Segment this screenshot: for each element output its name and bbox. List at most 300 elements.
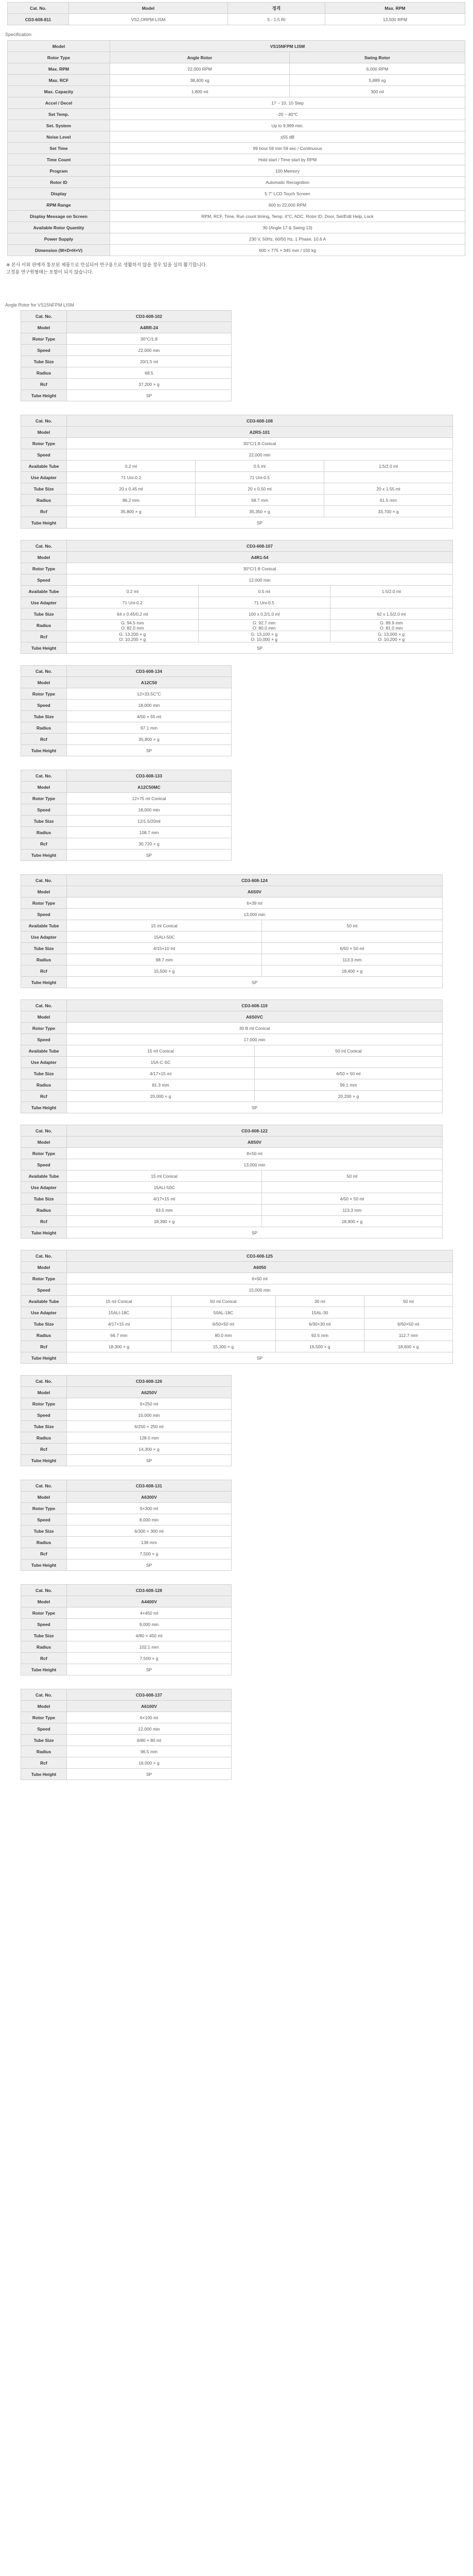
spec-row-label: Program — [8, 165, 110, 177]
rotor-row-label: Rotor Type — [21, 333, 67, 345]
rotor-row-label: Rcf — [21, 965, 67, 977]
rotor-radius: 113.3 mm — [262, 1205, 443, 1216]
rotor-tube-size: 6/250 × 250 ml — [67, 1421, 232, 1432]
rotor-row-label: Rcf — [21, 1548, 67, 1560]
rotor-row — [21, 1689, 232, 1701]
rotor-row-label: Rotor Type — [21, 1503, 67, 1514]
rotor-row — [21, 1125, 443, 1137]
rotor-rcf: 35,350 × g — [196, 506, 324, 517]
spec-row — [8, 245, 465, 256]
rotor-row-label: Radius — [21, 1746, 67, 1757]
spec-note: 고정용 연구원형태는 포함이 되지 않습니다. — [6, 269, 93, 275]
rotor-type: 6×39 ml — [67, 897, 443, 909]
spec-section-title: Specification — [5, 32, 32, 37]
spec-row-value: 99 hour 59 min 59 sec / Continuous — [110, 143, 465, 154]
rotor-row — [21, 700, 232, 711]
rotor-row-label: Model — [21, 1011, 67, 1023]
rotor-row — [21, 1630, 232, 1641]
rotor-row-label: Tube Height — [21, 1102, 67, 1113]
rotor-rcf: 18,600 × g — [364, 1341, 452, 1352]
rotor-row-label: Model — [21, 1262, 67, 1273]
rotor-radius: 92.5 mm — [275, 1330, 364, 1341]
rotor-row — [21, 1712, 232, 1723]
rotor-tube-size: 6/50 × 50 ml — [262, 943, 443, 954]
rotor-rcf: 30,720 × g — [67, 838, 232, 850]
rotor-row — [21, 415, 453, 427]
rotor-rcf: 7,500 × g — [67, 1653, 232, 1664]
rotor-model: A4400V — [67, 1596, 232, 1607]
rotor-row — [21, 1548, 232, 1560]
rotor-table — [21, 874, 443, 988]
rotor-row — [21, 1537, 232, 1548]
spec-row-label: Available Rotor Quantity — [8, 222, 110, 233]
top-cell-model: VS2,ORPM-LISM — [69, 14, 228, 25]
rotor-block — [21, 1584, 473, 1675]
rotor-row-label: Radius — [21, 1330, 67, 1341]
rotor-row — [21, 1193, 443, 1205]
rotor-row-label: Speed — [21, 1514, 67, 1526]
rotor-row-label: Tube Height — [21, 517, 67, 529]
rotor-row — [21, 642, 453, 654]
spec-row — [8, 188, 465, 199]
spec-row — [8, 131, 465, 143]
rotor-type: 30°C/1:8 Conical — [67, 563, 453, 574]
rotor-speed: 17,000 min — [67, 1034, 443, 1045]
rotor-row — [21, 1455, 232, 1466]
rotor-row-label: Rotor Type — [21, 1607, 67, 1619]
spec-row-label: RPM Range — [8, 199, 110, 211]
rotor-row — [21, 1205, 443, 1216]
rotor-radius: 98.7 mm — [67, 954, 262, 965]
rotor-row — [21, 427, 453, 438]
rotor-model: A4RR-24 — [67, 322, 232, 333]
rotor-speed: 12,000 min — [67, 574, 453, 586]
rotor-row — [21, 1216, 443, 1227]
rotor-cat-no: CD3-608-107 — [67, 540, 453, 552]
rotor-row — [21, 1757, 232, 1769]
rotor-table — [21, 770, 232, 861]
rotor-row — [21, 1273, 453, 1284]
rotor-block — [21, 1250, 473, 1364]
rotor-row — [21, 804, 232, 816]
spec-row — [8, 199, 465, 211]
rotor-row — [21, 1284, 453, 1296]
spec-row-value: 30 (Angle 17 & Swing 13) — [110, 222, 465, 233]
top-cell-cat: CD3-608-811 — [8, 14, 69, 25]
rotor-row-label: Rcf — [21, 631, 67, 642]
spec-row-value: 17 ~ 10, 10 Step — [110, 97, 465, 109]
rotor-adapter — [262, 1182, 443, 1193]
rotor-radius: G: 89.9 mm O: 81.0 mm — [330, 620, 452, 631]
rotor-tube-size: 6/80 × 80 ml — [67, 1735, 232, 1746]
rotor-tube-height: SP — [67, 1664, 232, 1675]
rotor-row-label: Radius — [21, 495, 67, 506]
rotor-row-label: Rcf — [21, 838, 67, 850]
rotor-row-label: Tube Height — [21, 1227, 67, 1239]
rotor-adapter: 71 Uni-0.2 — [67, 597, 199, 608]
rotor-tube-size: 6/300 × 300 ml — [67, 1526, 232, 1537]
rotor-cat-no: CD3-608-122 — [67, 1125, 443, 1137]
spec-row — [8, 109, 465, 120]
rotor-row-label: Use Adapter — [21, 1057, 67, 1068]
rotor-table — [21, 999, 443, 1113]
rotor-row — [21, 631, 453, 642]
rotor-cat-no: CD3-608-124 — [67, 875, 443, 886]
spec-row-label: Rotor ID — [8, 177, 110, 188]
spec-row-value: Hold start / Time start by RPM — [110, 154, 465, 165]
rotor-type: 30 B ml Conical — [67, 1023, 443, 1034]
rotor-type: 12×75 ml Conical — [67, 793, 232, 804]
rotor-radius: G: 92.7 mm O: 80.0 mm — [198, 620, 330, 631]
rotor-type: 6×250 ml — [67, 1398, 232, 1410]
rotor-adapter: 15AL-30 — [275, 1307, 364, 1318]
rotor-row — [21, 1492, 232, 1503]
spec-row-label: Set Temp. — [8, 109, 110, 120]
rotor-row-label: Tube Height — [21, 1769, 67, 1780]
rotor-row — [21, 943, 443, 954]
rotor-row-label: Radius — [21, 954, 67, 965]
rotor-speed: 13,000 min — [67, 909, 443, 920]
rotor-tube-height: SP — [67, 1769, 232, 1780]
rotor-table — [21, 415, 453, 529]
rotor-radius: 81.3 mm — [67, 1079, 255, 1091]
rotor-tube-height: SP — [67, 1455, 232, 1466]
rotor-radius: 102.1 mm — [67, 1641, 232, 1653]
rotor-cat-no: CD3-608-131 — [67, 1480, 232, 1492]
rotor-tube-size: 20/1.5 ml — [67, 356, 232, 367]
rotor-row-label: Use Adapter — [21, 597, 67, 608]
rotor-row-label: Model — [21, 1387, 67, 1398]
rotor-tube-size: 4/15×10 ml — [67, 943, 262, 954]
rotor-tube-size: 4/17×15 ml — [67, 1318, 171, 1330]
spec-row-label: Set Time — [8, 143, 110, 154]
spec-row-label: Max. RPM — [8, 63, 110, 75]
rotor-radius: 61.5 mm — [324, 495, 453, 506]
rotor-row-label: Speed — [21, 1284, 67, 1296]
rotor-row-label: Tube Height — [21, 642, 67, 654]
rotor-row — [21, 1526, 232, 1537]
spec-row — [8, 97, 465, 109]
rotor-block — [21, 1125, 473, 1239]
rotor-row — [21, 920, 443, 931]
spec-row — [8, 165, 465, 177]
rotor-rcf: 15,300 × g — [171, 1341, 275, 1352]
rotor-row-label: Rcf — [21, 506, 67, 517]
rotor-available-tube: 50 ml — [364, 1296, 452, 1307]
rotor-row — [21, 1653, 232, 1664]
rotor-row-label: Rotor Type — [21, 793, 67, 804]
rotor-row — [21, 1432, 232, 1444]
rotor-block — [21, 1375, 473, 1466]
rotor-row — [21, 1011, 443, 1023]
rotor-rcf: 15,500 × g — [67, 965, 262, 977]
rotor-row — [21, 620, 453, 631]
rotor-row — [21, 1182, 443, 1193]
spec-row-value: 5.7" LCD Touch Screen — [110, 188, 465, 199]
rotor-cat-no: CD3-608-134 — [67, 666, 232, 677]
rotor-adapter: 71 Uni-0.5 — [196, 472, 324, 483]
spec-row — [8, 63, 465, 75]
rotor-row-label: Model — [21, 886, 67, 897]
rotor-row — [21, 875, 443, 886]
rotor-row-label: Cat. No. — [21, 1689, 67, 1701]
rotor-block — [21, 770, 473, 861]
rotor-row — [21, 850, 232, 861]
rotor-row-label: Speed — [21, 1159, 67, 1171]
spec-row-angle: 38,400 xg — [110, 75, 290, 86]
rotor-table — [21, 1480, 232, 1571]
rotor-row-label: Radius — [21, 1079, 67, 1091]
spec-row-label: Time Count — [8, 154, 110, 165]
spec-row-label: Display Message on Screen — [8, 211, 110, 222]
rotor-speed: 18,000 min — [67, 804, 232, 816]
rotor-row — [21, 1068, 443, 1079]
rotor-row-label: Speed — [21, 345, 67, 356]
rotor-row-label: Tube Height — [21, 745, 67, 756]
rotor-rcf: 16,500 × g — [275, 1341, 364, 1352]
rotor-adapter: 50AL-18C — [171, 1307, 275, 1318]
rotor-row — [21, 1641, 232, 1653]
rotor-row-label: Model — [21, 427, 67, 438]
rotor-row-label: Cat. No. — [21, 875, 67, 886]
rotor-adapter: 15A-C-SC — [67, 1057, 255, 1068]
rotor-row — [21, 770, 232, 782]
rotor-speed: 10,000 min — [67, 1410, 232, 1421]
rotor-row-label: Tube Size — [21, 1068, 67, 1079]
spec-model-row — [8, 41, 465, 52]
rotor-rcf: 33,700 × g — [324, 506, 453, 517]
rotor-cat-no: CD3-608-108 — [67, 415, 453, 427]
rotor-row — [21, 1619, 232, 1630]
rotor-row-label: Rotor Type — [21, 897, 67, 909]
rotor-row — [21, 1102, 443, 1113]
rotor-rcf: 7,500 × g — [67, 1548, 232, 1560]
spec-row — [8, 177, 465, 188]
rotor-row — [21, 608, 453, 620]
rotor-rcf: 18,400 × g — [262, 965, 443, 977]
rotor-row — [21, 954, 443, 965]
rotor-row-label: Rotor Type — [21, 563, 67, 574]
rotor-radius: 113.3 mm — [262, 954, 443, 965]
rotor-row-label: Radius — [21, 1537, 67, 1548]
rotor-row-label: Rotor Type — [21, 688, 67, 700]
rotor-row-label: Tube Height — [21, 850, 67, 861]
rotor-row — [21, 816, 232, 827]
rotor-adapter — [330, 597, 452, 608]
spec-row-value: Automatic Recognition — [110, 177, 465, 188]
rotor-rcf: 20,200 × g — [255, 1091, 443, 1102]
rotor-tube-size: 4/50 × 55 ml — [67, 711, 232, 722]
rotor-row-label: Tube Height — [21, 1664, 67, 1675]
rotor-row-label: Speed — [21, 804, 67, 816]
spec-row-label: Dimension (W×D×H×V) — [8, 245, 110, 256]
rotor-row — [21, 1352, 453, 1364]
rotor-table — [21, 310, 232, 401]
rotor-tube-height: SP — [67, 517, 453, 529]
rotor-radius: 68.5 — [67, 367, 232, 379]
rotor-row-label: Rcf — [21, 1757, 67, 1769]
rotor-adapter — [364, 1307, 452, 1318]
rotor-row-label: Speed — [21, 909, 67, 920]
rotor-rcf: G: 13,000 × g O: 10,200 × g — [330, 631, 452, 642]
rotor-row-label: Model — [21, 782, 67, 793]
rotor-row-label: Rotor Type — [21, 1023, 67, 1034]
rotor-row-label: Model — [21, 322, 67, 333]
rotor-tube-height: SP — [67, 1560, 232, 1571]
spec-row-value: 230 V, 50Hz, 60/50 Hz, 1 Phase, 10.6 A — [110, 233, 465, 245]
rotor-row-label: Radius — [21, 1432, 67, 1444]
rotor-row-label: Cat. No. — [21, 666, 67, 677]
rotor-row-label: Tube Height — [21, 1560, 67, 1571]
rotor-row-label: Cat. No. — [21, 415, 67, 427]
rotor-adapter — [324, 472, 453, 483]
spec-row-swing: 6,000 RPM — [290, 63, 465, 75]
rotor-available-tube: 30 ml — [275, 1296, 364, 1307]
rotor-row — [21, 483, 453, 495]
rotor-row-label: Tube Height — [21, 977, 67, 988]
top-header-maxrpm: Max. RPM — [325, 3, 465, 14]
spec-section — [0, 31, 465, 276]
rotor-row — [21, 1296, 453, 1307]
rotor-tube-height: SP — [67, 745, 232, 756]
rotor-available-tube: 0.5 ml — [196, 461, 324, 472]
rotor-row — [21, 977, 443, 988]
rotor-row-label: Available Tube — [21, 1171, 67, 1182]
rotor-tube-height: SP — [67, 977, 443, 988]
spec-row-label: Accel / Decel — [8, 97, 110, 109]
rotor-row-label: Rcf — [21, 1091, 67, 1102]
rotor-row-label: Rotor Type — [21, 1398, 67, 1410]
rotor-row — [21, 1398, 232, 1410]
rotor-block — [21, 999, 473, 1113]
rotor-row — [21, 1664, 232, 1675]
rotor-tube-height: SP — [67, 1227, 443, 1239]
rotor-block — [21, 540, 473, 654]
rotor-row — [21, 1607, 232, 1619]
top-header-rating: 정격 — [228, 3, 325, 14]
spec-table — [7, 40, 465, 256]
rotor-tube-height: SP — [67, 390, 232, 401]
rotor-rcf: 16,000 × g — [67, 1757, 232, 1769]
rotor-tube-height: SP — [67, 642, 453, 654]
rotor-radius: 93.5 mm — [67, 1205, 262, 1216]
rotor-radius: 66.7 mm — [67, 1330, 171, 1341]
rotor-model: A6250V — [67, 1387, 232, 1398]
rotor-row-label: Tube Size — [21, 816, 67, 827]
rotor-radius: 97.1 mm — [67, 722, 232, 734]
rotor-adapter — [262, 931, 443, 943]
spec-rotor-swing: Swing Rotor — [290, 52, 465, 63]
rotor-tube-height: SP — [67, 850, 232, 861]
rotor-row-label: Tube Size — [21, 1421, 67, 1432]
rotor-tube-size: 6/50×50 ml — [171, 1318, 275, 1330]
rotor-tube-size: 20 x 0.45 ml — [67, 483, 196, 495]
rotor-rcf: 18,300 × g — [67, 1341, 171, 1352]
rotor-row — [21, 574, 453, 586]
rotor-speed: 13,000 min — [67, 1159, 443, 1171]
rotor-type: 12×33.5C°C — [67, 688, 232, 700]
spec-row — [8, 233, 465, 245]
rotor-radius: 96.5 mm — [67, 1746, 232, 1757]
rotor-rcf: 18,390 × g — [67, 1216, 262, 1227]
rotor-row-label: Tube Size — [21, 1318, 67, 1330]
rotor-row — [21, 1596, 232, 1607]
rotor-radius: 108.7 mm — [67, 827, 232, 838]
rotor-row — [21, 367, 232, 379]
rotor-type: 6×100 ml — [67, 1712, 232, 1723]
top-cell-maxrpm: 13,500 RPM — [325, 14, 465, 25]
rotor-row — [21, 586, 453, 597]
rotor-row-label: Cat. No. — [21, 1125, 67, 1137]
rotor-row-label: Rcf — [21, 1444, 67, 1455]
rotor-row — [21, 552, 453, 563]
rotor-row — [21, 782, 232, 793]
rotor-row-label: Speed — [21, 1034, 67, 1045]
rotor-adapter: 15ALI-50C — [67, 931, 262, 943]
rotor-row — [21, 1159, 443, 1171]
rotor-tube-size: 100 x 0.2/1.0 ml — [198, 608, 330, 620]
rotor-block — [21, 1689, 473, 1780]
rotor-radius: 112.7 mm — [364, 1330, 452, 1341]
rotor-tube-size: 4/17×15 ml — [67, 1068, 255, 1079]
top-cell-rating: 5 - 1.5 RI — [228, 14, 325, 25]
spec-row-value: ≤55 dB — [110, 131, 465, 143]
rotor-row-label: Speed — [21, 1410, 67, 1421]
rotor-row-label: Speed — [21, 1723, 67, 1735]
rotor-row — [21, 827, 232, 838]
rotor-row — [21, 1723, 232, 1735]
rotor-adapter: 71 Uni-0.2 — [67, 472, 196, 483]
rotor-cat-no: CD3-608-133 — [67, 770, 232, 782]
rotor-row-label: Available Tube — [21, 1045, 67, 1057]
rotor-row — [21, 711, 232, 722]
rotor-row — [21, 1480, 232, 1492]
rotor-row-label: Tube Size — [21, 483, 67, 495]
rotor-table — [21, 1375, 232, 1466]
rotor-adapter — [255, 1057, 443, 1068]
rotor-cat-no: CD3-608-137 — [67, 1689, 232, 1701]
rotor-row-label: Radius — [21, 827, 67, 838]
rotor-type: 6×300 ml — [67, 1503, 232, 1514]
rotor-block — [21, 874, 473, 988]
spec-rotor-row — [8, 52, 465, 63]
rotor-cat-no: CD3-608-125 — [67, 1250, 453, 1262]
spec-row-value: 600 to 22,000 RPM — [110, 199, 465, 211]
rotor-row-label: Rcf — [21, 1653, 67, 1664]
rotor-row-label: Use Adapter — [21, 931, 67, 943]
spec-row-swing: 300 ml — [290, 86, 465, 97]
angle-section-title: Angle Rotor for VS15NFPM LISM — [5, 302, 75, 308]
rotor-row-label: Cat. No. — [21, 1585, 67, 1596]
rotor-row — [21, 495, 453, 506]
rotor-row — [21, 886, 443, 897]
rotor-tube-size: 4/17×15 ml — [67, 1193, 262, 1205]
spec-row-swing: 5,889 xg — [290, 75, 465, 86]
rotor-block — [21, 415, 473, 529]
top-summary — [7, 2, 465, 25]
rotor-row-label: Rcf — [21, 734, 67, 745]
rotor-type: 30°C/1:8 — [67, 333, 232, 345]
rotor-tube-size: 4/50 × 50 ml — [262, 1193, 443, 1205]
spec-row-label: Noise Level — [8, 131, 110, 143]
rotor-radius: 86.2 mm — [67, 495, 196, 506]
spec-row — [8, 222, 465, 233]
rotor-available-tube: 15 ml Conical — [67, 1296, 171, 1307]
rotor-row-label: Tube Height — [21, 1352, 67, 1364]
rotor-row — [21, 1023, 443, 1034]
rotor-rcf: 37,200 × g — [67, 379, 232, 390]
rotor-radius: 80.0 mm — [171, 1330, 275, 1341]
